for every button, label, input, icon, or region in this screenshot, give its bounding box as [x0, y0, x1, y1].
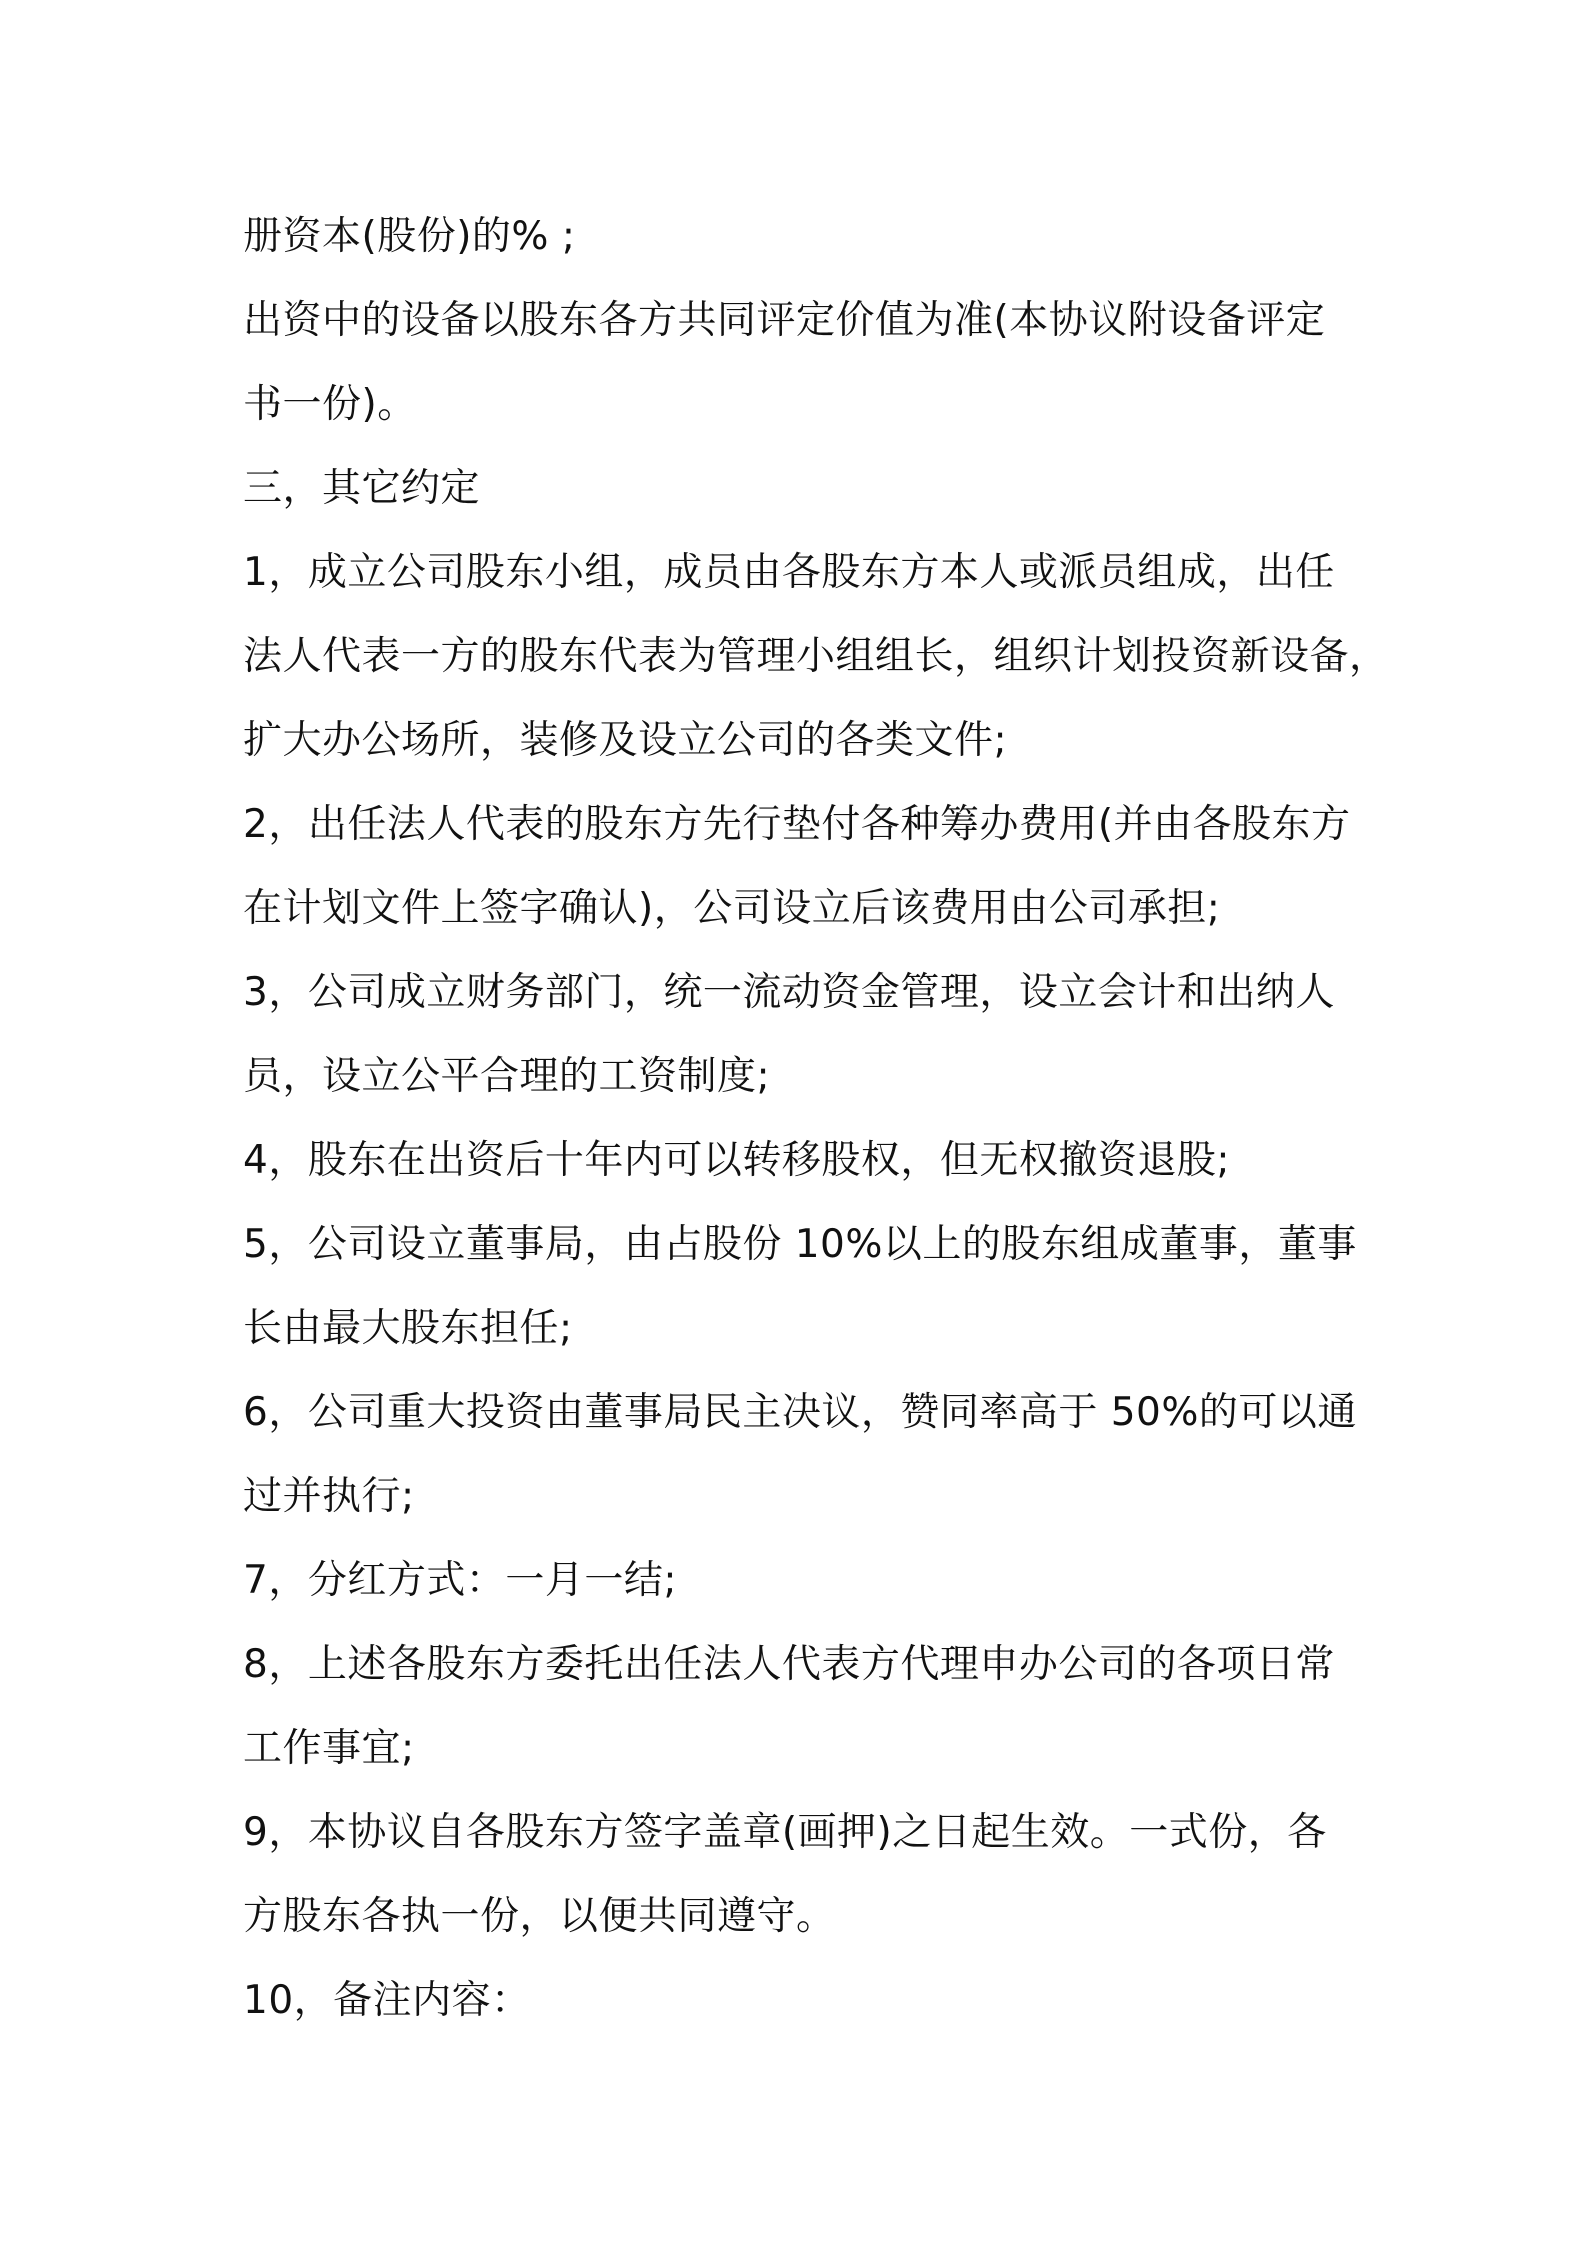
clause-8-line: 工作事宜; [243, 1726, 415, 1771]
clause-2-line: 在计划文件上签字确认)，公司设立后该费用由公司承担; [243, 886, 1221, 931]
clause-9-line: 方股东各执一份，以便共同遵守。 [243, 1894, 836, 1939]
clause-6-line: 过并执行; [243, 1474, 415, 1519]
section-heading: 三，其它约定 [243, 466, 481, 511]
clause-5-line: 5，公司设立董事局，由占股份 10%以上的股东组成董事，董事 [243, 1222, 1357, 1267]
clause-8-line: 8，上述各股东方委托出任法人代表方代理申办公司的各项日常 [243, 1642, 1335, 1687]
text-line: 出资中的设备以股东各方共同评定价值为准(本协议附设备评定 [243, 298, 1326, 343]
clause-2-line: 2，出任法人代表的股东方先行垫付各种筹办费用(并由各股东方 [243, 802, 1351, 847]
clause-3-line: 员，设立公平合理的工资制度; [243, 1054, 771, 1099]
document-body [243, 195, 1389, 2043]
clause-1-line: 1，成立公司股东小组，成员由各股东方本人或派员组成，出任 [243, 550, 1335, 595]
clause-3-line: 3，公司成立财务部门，统一流动资金管理，设立会计和出纳人 [243, 970, 1335, 1015]
clause-1-line: 法人代表一方的股东代表为管理小组组长，组织计划投资新设备， [243, 634, 1389, 679]
clause-10-line: 10，备注内容： [243, 1978, 531, 2023]
clause-1-line: 扩大办公场所，装修及设立公司的各类文件; [243, 718, 1008, 763]
clause-7-line: 7，分红方式：一月一结; [243, 1558, 677, 1603]
clause-5-line: 长由最大股东担任; [243, 1306, 573, 1351]
text-line: 书一份)。 [243, 382, 417, 427]
clause-4-line: 4，股东在出资后十年内可以转移股权，但无权撤资退股; [243, 1138, 1230, 1183]
clause-6-line: 6，公司重大投资由董事局民主决议，赞同率高于 50%的可以通 [243, 1390, 1357, 1435]
text-line: 册资本(股份)的% ; [243, 214, 576, 259]
clause-9-line: 9，本协议自各股东方签字盖章(画押)之日起生效。一式份，各 [243, 1810, 1327, 1855]
